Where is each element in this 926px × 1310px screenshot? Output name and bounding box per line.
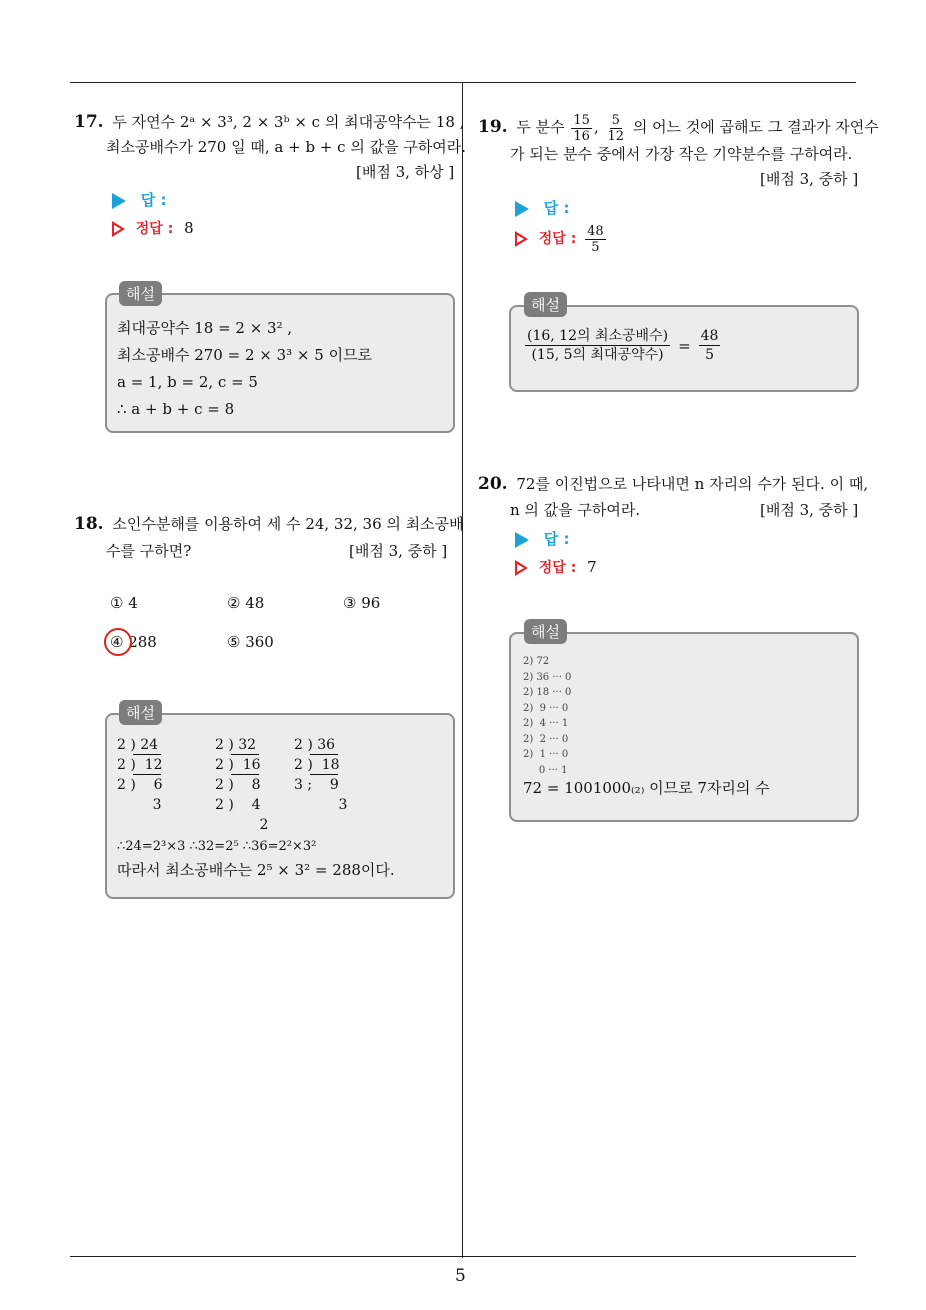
division-row: 3 [294, 797, 348, 813]
q20-correct-row [515, 557, 597, 578]
selected-answer-circle-icon [104, 628, 132, 656]
denominator: 5 [705, 347, 715, 363]
q17-correct-value: 8 [184, 219, 194, 237]
q20-answer-label: 답 : [543, 530, 570, 548]
q20-line2: n 의 값을 구하여라. [510, 501, 641, 519]
division-row: 2 ) 36 [294, 737, 336, 753]
q19-line1-post: 의 어느 것에 곱해도 그 결과가 자연수 [632, 118, 879, 136]
division-bar [310, 774, 338, 775]
division-bar [231, 774, 259, 775]
q20-line1: 72를 이진법으로 나타내면 n 자리의 수가 된다. 이 때, [516, 475, 869, 493]
play-icon [515, 532, 529, 548]
q19-explain-formula [523, 327, 722, 364]
division-row: 2 ) 12 [117, 757, 163, 773]
q17-explain-line: 최소공배수 270 = 2 × 3³ × 5 이므로 [117, 346, 373, 364]
q19-text-1: 19. 두 분수 $\frac{15}{16}$ , $\frac{5}{12}$ 의 어느 것에 곱해도 그 결과가 자연수 [478, 112, 879, 144]
numerator: 48 [700, 328, 719, 344]
division-bar [133, 774, 161, 775]
q19-line2: 가 되는 분수 중에서 가장 작은 기약분수를 구하여라. [510, 145, 853, 163]
q18-division-col-a [117, 735, 177, 815]
choice-1[interactable]: ① 4 [110, 594, 138, 612]
q17-number: 17. [74, 112, 104, 132]
division-bar [231, 754, 259, 755]
q19-answer-row [515, 198, 570, 218]
q17-explain-box [105, 293, 455, 433]
division-bar [133, 754, 161, 755]
fraction-15-16 [571, 113, 592, 144]
q17-answer-row [112, 190, 167, 210]
denominator: 12 [607, 128, 625, 144]
q20-correct-label: 정답 : [538, 560, 577, 576]
q19-explain-tag: 해설 [524, 292, 567, 317]
q17-explain-line: 최대공약수 18 = 2 × 3² , [117, 319, 293, 337]
binary-step: 2) 36 ··· 0 [523, 671, 572, 683]
explain-result-fraction [699, 327, 721, 364]
q20-number: 20. [478, 474, 508, 494]
division-row: 3 [117, 797, 162, 813]
q17-text-1 [74, 112, 464, 132]
division-row: 3 ; 9 [294, 777, 339, 793]
q17-explain-line: a = 1, b = 2, c = 5 [117, 373, 258, 391]
division-row: 2 ) 6 [117, 777, 163, 793]
numerator: (16, 12의 최소공배수) [527, 328, 669, 344]
division-row: 2 ) 18 [294, 757, 340, 773]
q20-explain-box [509, 632, 859, 822]
division-row: 2 ) 24 [117, 737, 159, 753]
q19-correct-label: 정답 : [538, 231, 577, 247]
choice-5[interactable]: ⑤ 360 [227, 633, 274, 651]
q20-text-1 [478, 474, 868, 494]
q18-result-line: ∴24=2³×3 ∴32=2⁵ ∴36=2²×3² [117, 839, 317, 854]
choice-3[interactable]: ③ 96 [343, 594, 381, 612]
equals-sign: = [678, 336, 691, 355]
division-row: 2 ) 8 [215, 777, 261, 793]
play-icon [112, 193, 126, 209]
q19-explain-box [509, 305, 859, 392]
denominator: 5 [591, 239, 600, 255]
division-row: 2 ) 16 [215, 757, 261, 773]
binary-step: 2) 72 [523, 656, 550, 667]
numerator: 5 [611, 112, 620, 128]
q18-division-col-b [215, 735, 275, 835]
binary-step: 2) 1 ··· 0 [523, 749, 569, 760]
q18-line2: 수를 구하면? [106, 542, 192, 560]
q19-correct-row [515, 220, 608, 257]
choice-2[interactable]: ② 48 [227, 594, 265, 612]
q18-score: [배점 3, 중하 ] [349, 542, 448, 560]
q20-final: 72 = 1001000₍₂₎ 이므로 7자리의 수 [523, 779, 770, 797]
q18-line1: 소인수분해를 이용하여 세 수 24, 32, 36 의 최소공배 [112, 515, 464, 533]
q19-score: [배점 3, 중하 ] [760, 170, 859, 188]
q20-score: [배점 3, 중하 ] [760, 501, 859, 519]
q19-correct-fraction [585, 224, 606, 255]
division-row: 2 [215, 817, 269, 833]
q18-number: 18. [74, 514, 104, 534]
numerator: 48 [587, 223, 604, 239]
q19-line1-pre: 두 분수 [516, 118, 565, 136]
fraction-5-12 [605, 113, 626, 144]
binary-step: 2) 9 ··· 0 [523, 702, 569, 714]
explain-big-fraction [525, 327, 670, 364]
division-bar [310, 754, 338, 755]
top-rule [70, 82, 856, 83]
q20-binary-steps [523, 654, 571, 778]
q18-text-1 [74, 514, 464, 534]
q17-correct-label: 정답 : [135, 221, 174, 237]
outline-triangle-icon [515, 231, 528, 247]
choice-4[interactable]: ④ 288 [110, 633, 157, 651]
q18-explain-box [105, 713, 455, 899]
q17-score: [배점 3, 하상 ] [356, 163, 455, 181]
page-number: 5 [455, 1266, 466, 1286]
binary-step: 0 ··· 1 [523, 764, 568, 776]
division-row: 2 ) 32 [215, 737, 257, 753]
q17-answer-label: 답 : [140, 191, 167, 209]
q17-explain-tag: 해설 [119, 281, 162, 306]
q17-line2: 최소공배수가 270 일 때, a + b + c 의 값을 구하여라. [106, 138, 467, 156]
q18-final: 따라서 최소공배수는 2⁵ × 3² = 288이다. [117, 861, 395, 879]
q17-line1: 두 자연수 2ᵃ × 3³, 2 × 3ᵇ × c 의 최대공약수는 18 , [112, 113, 465, 131]
q20-explain-tag: 해설 [524, 619, 567, 644]
binary-step: 2) 2 ··· 0 [523, 733, 569, 745]
binary-step: 2) 4 ··· 1 [523, 718, 569, 729]
q18-explain-tag: 해설 [119, 700, 162, 725]
q19-answer-label: 답 : [543, 199, 570, 217]
denominator: (15, 5의 최대공약수) [531, 347, 664, 363]
center-divider [462, 82, 463, 1258]
denominator: 16 [573, 128, 590, 144]
division-row: 2 ) 4 [215, 797, 261, 813]
outline-triangle-icon [515, 560, 528, 576]
numerator: 15 [573, 112, 590, 128]
q18-division-col-c [294, 735, 354, 815]
q20-answer-row [515, 529, 570, 549]
play-icon [515, 201, 529, 217]
binary-step: 2) 18 ··· 0 [523, 687, 572, 698]
bottom-rule [70, 1256, 856, 1257]
q20-correct-value: 7 [587, 558, 597, 576]
q19-number: 19. [478, 117, 508, 137]
outline-triangle-icon [112, 221, 125, 237]
q17-correct-row [112, 218, 194, 239]
q17-explain-line: ∴ a + b + c = 8 [117, 400, 235, 418]
